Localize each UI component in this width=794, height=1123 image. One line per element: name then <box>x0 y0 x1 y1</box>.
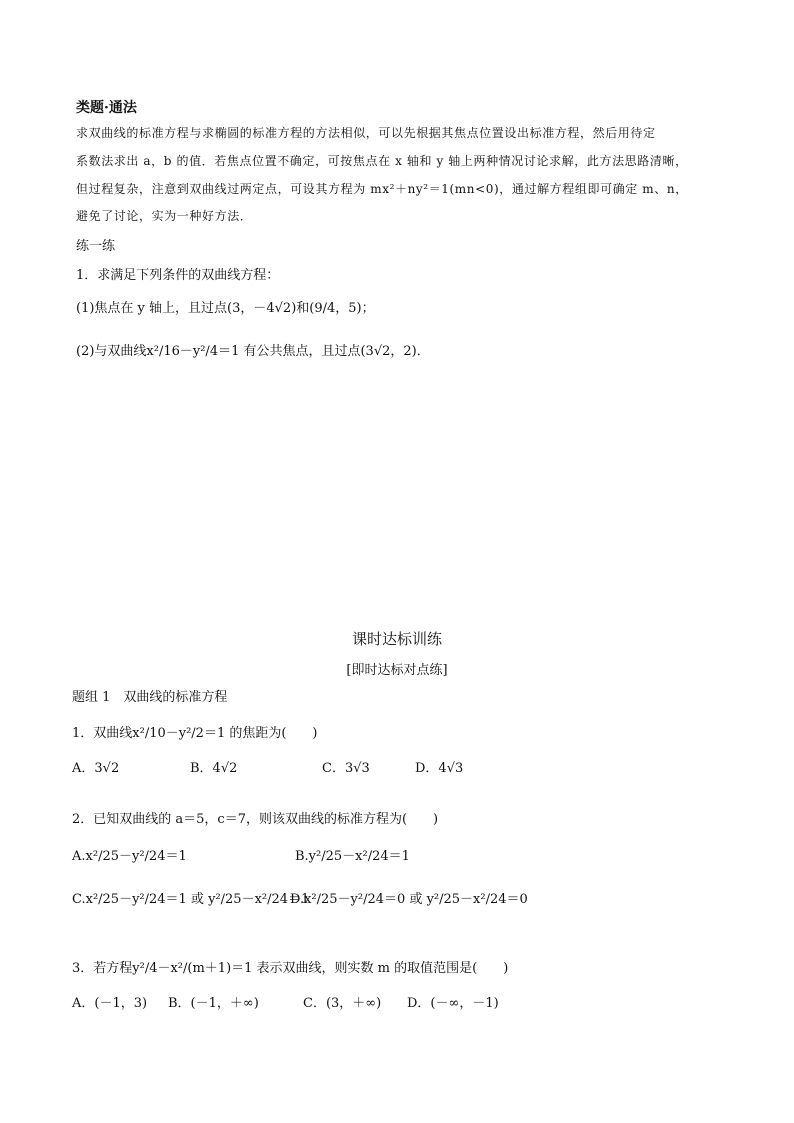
method-paragraph-line-2: 系数法求出 a，b 的值．若焦点位置不确定，可按焦点在 x 轴和 y 轴上两种情况讨论求解，此方法思路清晰， <box>76 154 688 168</box>
training-subtitle: [即时达标对点练] <box>346 663 448 678</box>
training-q1-option-b: B．4√2 <box>190 761 238 776</box>
section-title: 类题·通法 <box>76 100 137 116</box>
training-q3-option-c: C．(3，＋∞) <box>303 996 382 1011</box>
training-q3-option-b: B．(－1，＋∞) <box>168 996 259 1011</box>
training-q1-option-d: D．4√3 <box>415 761 464 776</box>
practice-q1-part1: (1)焦点在 y 轴上，且过点(3，－4√2)和(9/4，5)； <box>76 301 375 316</box>
practice-label: 练一练 <box>76 239 116 254</box>
training-q1-option-c: C．3√3 <box>322 761 370 776</box>
method-paragraph-line-1: 求双曲线的标准方程与求椭圆的标准方程的方法相似，可以先根据其焦点位置设出标准方程，然后用待定 <box>76 126 656 140</box>
training-q2-option-a: A.x²/25－y²/24＝1 <box>72 849 187 864</box>
training-title: 课时达标训练 <box>351 630 442 648</box>
training-q1-stem: 1．双曲线x²/10－y²/2＝1 的焦距为( ) <box>72 726 318 741</box>
method-paragraph-line-3: 但过程复杂，注意到双曲线过两定点，可设其方程为 mx²＋ny²＝1(mn<0)，通过解方程组即可确定 m、n， <box>76 182 688 196</box>
training-q2-option-b: B.y²/25－x²/24＝1 <box>295 849 410 864</box>
training-q3-option-a: A．(－1，3) <box>72 996 148 1011</box>
training-q3-stem: 3．若方程y²/4－x²/(m＋1)＝1 表示双曲线，则实数 m 的取值范围是( ) <box>72 961 509 976</box>
training-q2-option-c: C.x²/25－y²/24＝1 或 y²/25－x²/24＝1 <box>72 892 310 907</box>
question-group-title: 题组 1 双曲线的标准方程 <box>72 690 228 705</box>
method-paragraph-line-4: 避免了讨论，实为一种好方法． <box>76 209 253 223</box>
practice-q1-intro: 1．求满足下列条件的双曲线方程： <box>76 268 280 283</box>
training-q2-stem: 2．已知双曲线的 a＝5，c＝7，则该双曲线的标准方程为( ) <box>72 812 439 827</box>
training-q3-option-d: D．(－∞，－1) <box>407 996 499 1011</box>
practice-q1-part2: (2)与双曲线x²/16－y²/4＝1 有公共焦点，且过点(3√2，2)． <box>76 344 430 359</box>
training-q1-option-a: A．3√2 <box>72 761 120 776</box>
training-q2-option-d: D.x²/25－y²/24＝0 或 y²/25－x²/24＝0 <box>290 892 528 907</box>
